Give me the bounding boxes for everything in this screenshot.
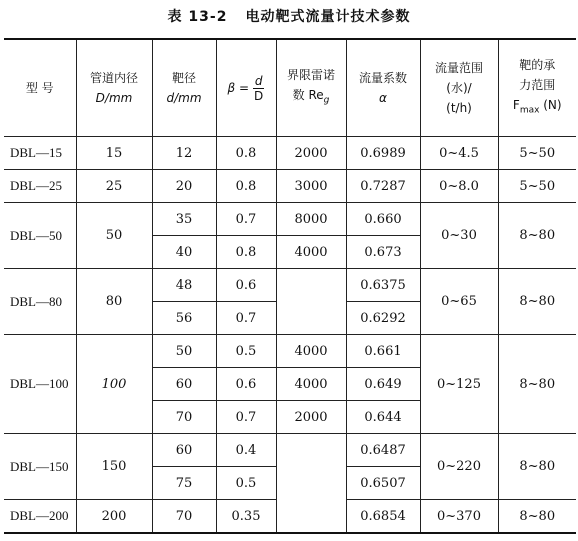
flow-range-cell: 0~220 — [420, 434, 498, 500]
beta-cell: 0.4 — [216, 434, 276, 467]
coefficient-cell: 0.673 — [346, 236, 420, 269]
target-diameter-cell: 48 — [152, 269, 216, 302]
reynolds-cell — [276, 434, 346, 534]
flow-range-cell: 0~65 — [420, 269, 498, 335]
coefficient-cell: 0.6375 — [346, 269, 420, 302]
force-range-cell: 8~80 — [498, 335, 576, 434]
flow-range-cell: 0~30 — [420, 203, 498, 269]
target-diameter-cell: 60 — [152, 434, 216, 467]
table-row — [4, 137, 576, 170]
force-range-cell: 8~80 — [498, 434, 576, 500]
table-row — [4, 269, 576, 302]
beta-cell: 0.7 — [216, 302, 276, 335]
header-force-range: 靶的承 力范围 $F_{max}$ (N) — [498, 39, 576, 137]
reynolds-cell: 3000 — [276, 170, 346, 203]
model-cell: DBL—100 — [4, 335, 76, 434]
flow-range-cell: 0~8.0 — [420, 170, 498, 203]
model-cell: DBL—25 — [4, 170, 76, 203]
coefficient-cell: 0.7287 — [346, 170, 420, 203]
spec-table — [4, 38, 576, 534]
table-title: 电动靶式流量计技术参数 — [245, 9, 411, 25]
beta-cell: 0.7 — [216, 401, 276, 434]
force-range-cell: 5~50 — [498, 170, 576, 203]
table-caption — [0, 6, 578, 26]
beta-cell: 0.6 — [216, 368, 276, 401]
force-range-cell: 8~80 — [498, 269, 576, 335]
beta-cell: 0.5 — [216, 467, 276, 500]
force-range-cell: 8~80 — [498, 500, 576, 534]
header-flow-coefficient: 流量系数 α — [346, 39, 420, 137]
table-row — [4, 203, 576, 236]
beta-cell: 0.8 — [216, 170, 276, 203]
header-reynolds: 界限雷诺 数 $Re_g$ — [276, 39, 346, 137]
coefficient-cell: 0.6854 — [346, 500, 420, 534]
table-row — [4, 434, 576, 467]
beta-cell: 0.7 — [216, 203, 276, 236]
coefficient-cell: 0.661 — [346, 335, 420, 368]
reynolds-cell: 8000 — [276, 203, 346, 236]
model-cell: DBL—15 — [4, 137, 76, 170]
coefficient-cell: 0.6292 — [346, 302, 420, 335]
reynolds-cell: 4000 — [276, 236, 346, 269]
table-number: 表 13-2 — [167, 9, 228, 25]
beta-cell: 0.6 — [216, 269, 276, 302]
pipe-diameter-cell: 15 — [76, 137, 152, 170]
pipe-diameter-cell: 80 — [76, 269, 152, 335]
flow-range-cell: 0~125 — [420, 335, 498, 434]
target-diameter-cell: 20 — [152, 170, 216, 203]
reynolds-cell — [276, 269, 346, 335]
reynolds-cell: 2000 — [276, 401, 346, 434]
beta-cell: 0.8 — [216, 137, 276, 170]
target-diameter-cell: 40 — [152, 236, 216, 269]
model-cell: DBL—50 — [4, 203, 76, 269]
pipe-diameter-cell: 50 — [76, 203, 152, 269]
header-pipe-diameter: 管道内径 D/mm — [76, 39, 152, 137]
pipe-diameter-cell: 200 — [76, 500, 152, 534]
beta-cell: 0.5 — [216, 335, 276, 368]
beta-cell: 0.8 — [216, 236, 276, 269]
header-row — [4, 39, 576, 137]
coefficient-cell: 0.6487 — [346, 434, 420, 467]
header-flow-range: 流量范围 (水)/ (t/h) — [420, 39, 498, 137]
pipe-diameter-cell: 150 — [76, 434, 152, 500]
target-diameter-cell: 12 — [152, 137, 216, 170]
reynolds-cell: 4000 — [276, 368, 346, 401]
beta-cell: 0.35 — [216, 500, 276, 534]
model-cell: DBL—150 — [4, 434, 76, 500]
target-diameter-cell: 56 — [152, 302, 216, 335]
force-range-cell: 5~50 — [498, 137, 576, 170]
target-diameter-cell: 75 — [152, 467, 216, 500]
target-diameter-cell: 50 — [152, 335, 216, 368]
flow-range-cell: 0~370 — [420, 500, 498, 534]
reynolds-cell: 4000 — [276, 335, 346, 368]
reynolds-cell: 2000 — [276, 137, 346, 170]
table-row — [4, 335, 576, 368]
target-diameter-cell: 60 — [152, 368, 216, 401]
coefficient-cell: 0.6507 — [346, 467, 420, 500]
coefficient-cell: 0.644 — [346, 401, 420, 434]
table-row — [4, 170, 576, 203]
coefficient-cell: 0.649 — [346, 368, 420, 401]
model-cell: DBL—200 — [4, 500, 76, 534]
header-target-diameter: 靶径 d/mm — [152, 39, 216, 137]
header-model: 型 号 — [4, 39, 76, 137]
pipe-diameter-cell: 100 — [76, 335, 152, 434]
force-range-cell: 8~80 — [498, 203, 576, 269]
target-diameter-cell: 35 — [152, 203, 216, 236]
target-diameter-cell: 70 — [152, 500, 216, 534]
coefficient-cell: 0.660 — [346, 203, 420, 236]
header-beta: β = $\frac{d}{D}$ — [216, 39, 276, 137]
model-cell: DBL—80 — [4, 269, 76, 335]
coefficient-cell: 0.6989 — [346, 137, 420, 170]
target-diameter-cell: 70 — [152, 401, 216, 434]
pipe-diameter-cell: 25 — [76, 170, 152, 203]
flow-range-cell: 0~4.5 — [420, 137, 498, 170]
